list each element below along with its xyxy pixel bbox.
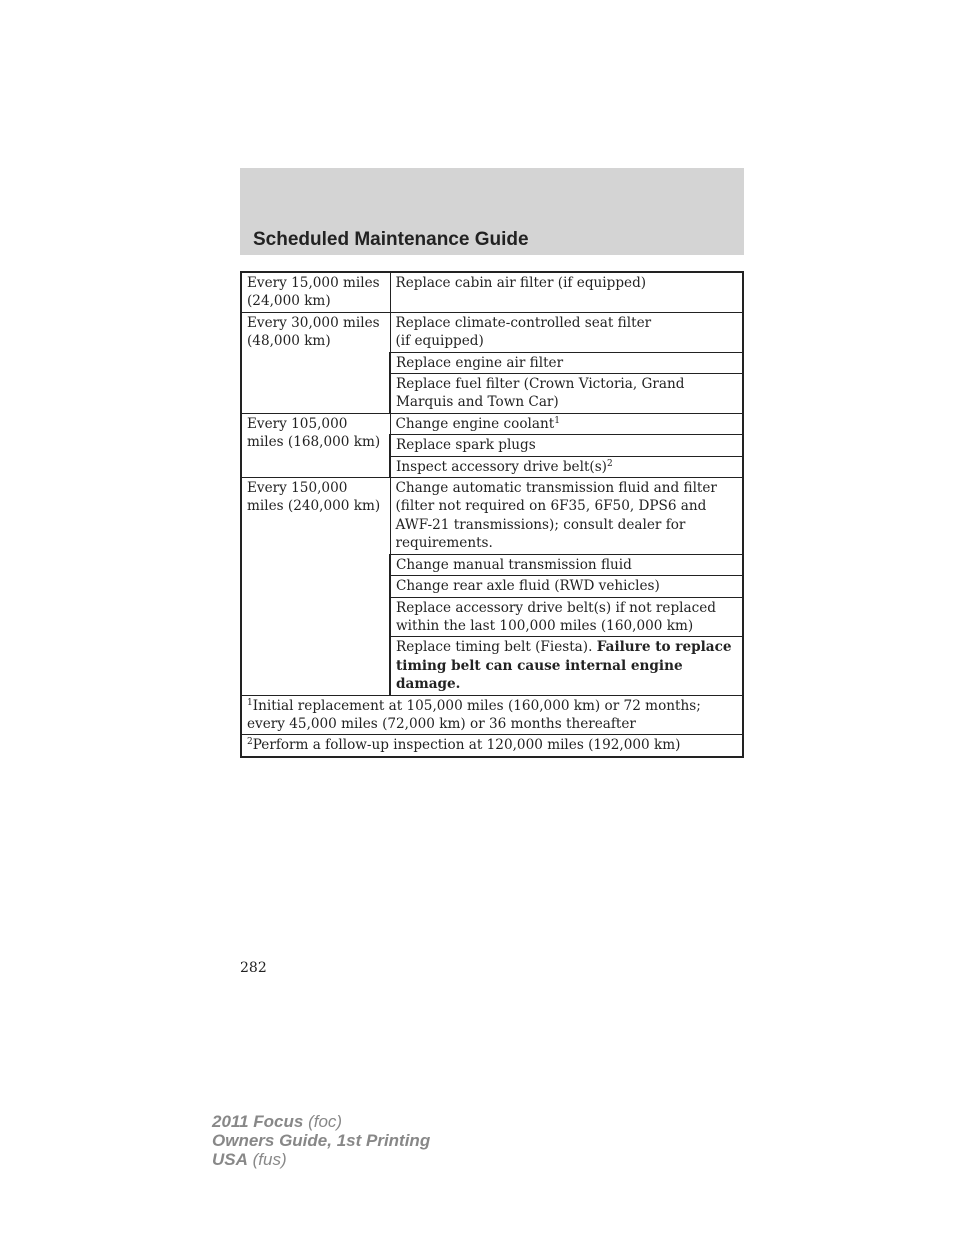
footer-line: USA (fus) [212, 1150, 287, 1169]
footnote-row [241, 735, 743, 757]
footnote-row [241, 695, 743, 735]
footnote-ref: 1 [554, 415, 560, 426]
interval-cell: Every 105,000 miles (168,000 km) [241, 413, 390, 477]
print-footer [212, 1112, 430, 1169]
footnote: $^2$Perform a follow-up inspection at 120,000 miles (192,000 km) [241, 735, 743, 757]
task-cell: Change manual transmission fluid [390, 554, 743, 575]
footnote-ref: 2 [607, 458, 613, 469]
task-cell: Replace fuel filter (Crown Victoria, Grand Marquis and Town Car) [390, 374, 743, 414]
footer-line: 2011 Focus (foc) [212, 1112, 343, 1131]
section-header [240, 168, 744, 255]
task-cell: Replace cabin air filter (if equipped) [390, 272, 743, 312]
table-row [241, 312, 743, 352]
task-cell: Replace climate-controlled seat filter (if equipped) [390, 312, 743, 352]
interval-cell: Every 15,000 miles (24,000 km) [241, 272, 390, 312]
page-number: 282 [240, 960, 267, 976]
task-cell: Change rear axle fluid (RWD vehicles) [390, 576, 743, 597]
task-cell: Inspect accessory drive $belt(s)^2$ [390, 456, 743, 477]
task-cell: Replace timing belt (Fiesta). Failure to replace timing belt can cause internal engine damage. [390, 637, 743, 695]
task-cell: Replace engine air filter [390, 352, 743, 373]
maintenance-table [240, 271, 744, 758]
interval-cell: Every 30,000 miles (48,000 km) [241, 312, 390, 413]
footnote: $^1$Initial replacement at 105,000 miles (160,000 km) or 72 months; every 45,000 miles (72,000 km) or 36 months thereafter [241, 695, 743, 735]
task-cell: Change engine coolant$^1$ [390, 413, 743, 434]
section-title: Scheduled Maintenance Guide [253, 229, 529, 250]
warning-text: Failure to replace timing belt can cause internal engine damage. [396, 639, 732, 693]
table-row [241, 413, 743, 434]
task-cell: Replace accessory drive belt(s) if not replaced within the last 100,000 miles (160,000 km) [390, 597, 743, 637]
table-row [241, 272, 743, 312]
task-cell: Replace spark plugs [390, 435, 743, 456]
footer-line: Owners Guide, 1st Printing [212, 1131, 431, 1150]
table-row [241, 478, 743, 555]
interval-cell: Every 150,000 miles (240,000 km) [241, 478, 390, 695]
task-cell: Change automatic transmission fluid and filter (filter not required on 6F35, 6F50, DPS6 and AWF-21 transmissions); consult dealer for requirements. [390, 478, 743, 555]
